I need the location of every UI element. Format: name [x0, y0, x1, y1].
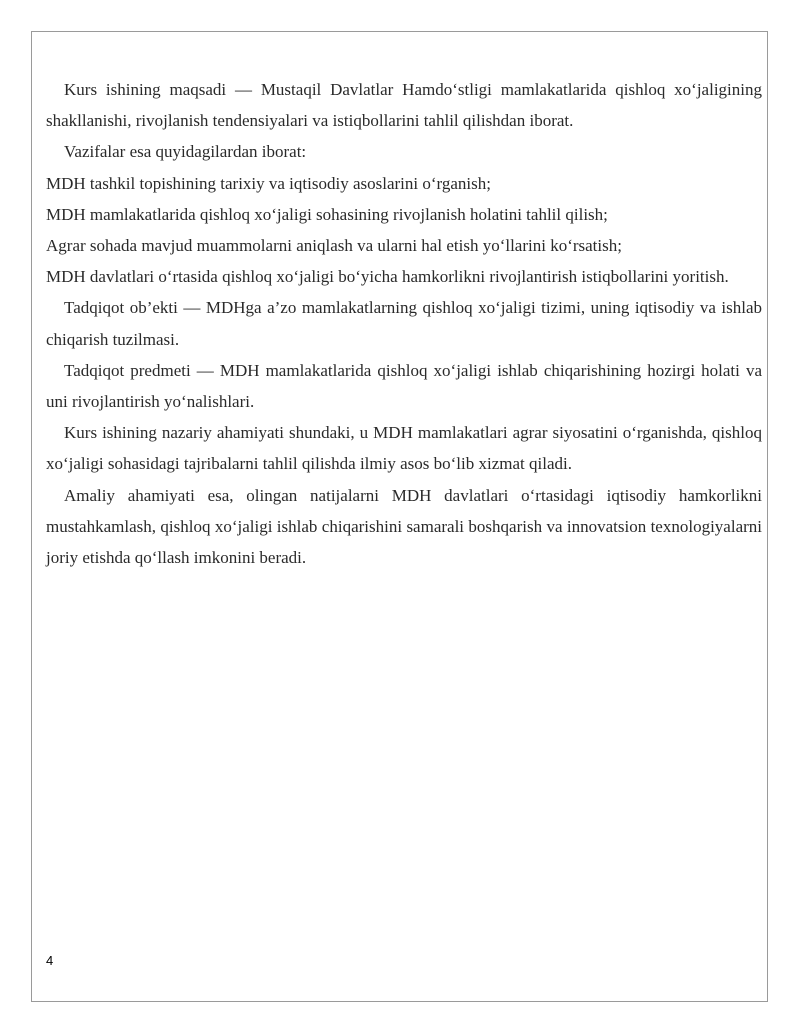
paragraph-tasks-intro: Vazifalar esa quyidagilardan iborat:	[64, 142, 307, 162]
paragraph-goal: Kurs ishining maqsadi — Mustaqil Davlatlar Hamdo‘stligi mamlakatlarida qishloq xo‘jaligining shakllanishi, rivojlanish tendensiyalari va istiqbollarini tahlil qilishdan iborat.	[46, 80, 762, 131]
task-item-1: MDH tashkil topishining tarixiy va iqtisodiy asoslarini o‘rganish;	[46, 173, 491, 193]
task-item-4: MDH davlatlari o‘rtasida qishloq xo‘jaligi bo‘yicha hamkorlikni rivojlantirish istiqbollarini yoritish.	[46, 267, 729, 287]
paragraph-theoretical-significance: Kurs ishining nazariy ahamiyati shundaki, u MDH mamlakatlari agrar siyosatini o‘rganishda, qishloq xo‘jaligi sohasidagi tajribalarni tahlil qilishda ilmiy asos bo‘lib xizmat qiladi.	[46, 423, 762, 474]
paragraph-research-object: Tadqiqot ob’ekti — MDHga a’zo mamlakatlarning qishloq xo‘jaligi tizimi, uning iqtisodiy va ishlab chiqarish tuzilmasi.	[46, 298, 762, 349]
document-body	[46, 74, 762, 573]
page-number: 4	[46, 953, 54, 968]
paragraph-practical-significance: Amaliy ahamiyati esa, olingan natijalarni MDH davlatlari o‘rtasidagi iqtisodiy hamkorlikni mustahkamlash, qishloq xo‘jaligi ishlab chiqarishini samarali boshqarish va innovatsion texnologiyalarni joriy etishda qo‘llash imkonini beradi.	[46, 485, 762, 568]
task-item-2: MDH mamlakatlarida qishloq xo‘jaligi sohasining rivojlanish holatini tahlil qilish;	[46, 204, 608, 224]
paragraph-research-subject: Tadqiqot predmeti — MDH mamlakatlarida qishloq xo‘jaligi ishlab chiqarishining hozirgi holati va uni rivojlantirish yo‘nalishlari.	[46, 360, 762, 412]
task-item-3: Agrar sohada mavjud muammolarni aniqlash va ularni hal etish yo‘llarini ko‘rsatish;	[46, 236, 622, 256]
